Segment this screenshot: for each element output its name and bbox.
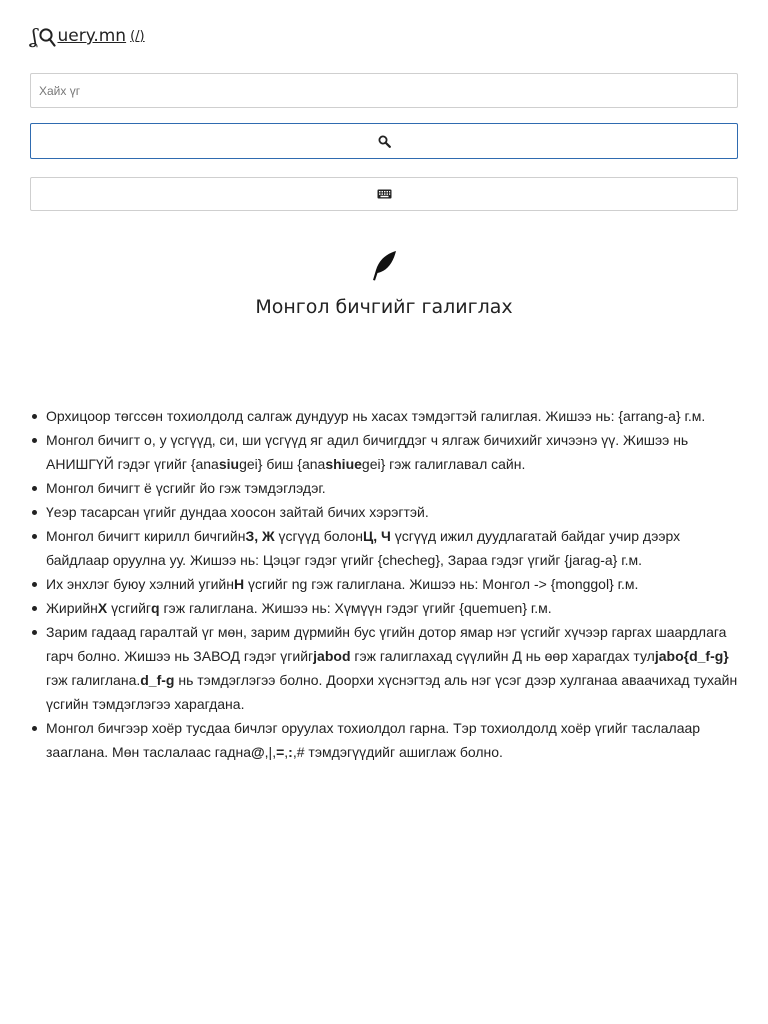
keyboard-icon xyxy=(377,189,392,199)
rule-text: Монгол бичигт ё үсгийг йо гэж тэмдэглэдэг. xyxy=(46,480,326,496)
list-item xyxy=(46,524,746,572)
rule-text: үсгүүд болон xyxy=(274,528,364,544)
site-name: uery.mn xyxy=(57,26,127,46)
list-item xyxy=(46,620,746,716)
magnifier-icon xyxy=(38,27,56,47)
rule-text: Орхицоор төгссөн тохиолдолд салгаж дундуур нь хасах тэмдэгтэй галиглая. Жишээ нь: {arrang-a} г.м. xyxy=(46,408,706,424)
rule-text: Зарим гадаад гаралтай үг мөн, зарим дүрмийн бус үгийн дотор ямар нэг үсгийг хүчээр гаргах шаардлага гарч болно. Жишээ нь ЗАВОД гэдэг үгийг xyxy=(46,624,727,664)
rule-text: Монгол бичгээр хоёр тусдаа бичлэг оруулах тохиолдол гарна. Тэр тохиолдолд хоёр үгийг таслалаар зааглана. Мөн таслалаас гадна xyxy=(46,720,701,760)
logo-glyph: ʆ xyxy=(31,24,38,48)
rule-text: Үеэр тасарсан үгийг дундаа хоосон зайтай бичих хэрэгтэй. xyxy=(46,504,429,520)
rule-text: үсгүүд ижил дуудлагатай байдаг учир дээрх байдлаар оруулна уу. Жишээ нь: Цэцэг гэдэг үгийг {checheg}, Зараа гэдэг үгийг {jarag-a} г.м. xyxy=(46,528,681,568)
rule-text: Монгол бичигт кирилл бичгийн xyxy=(46,528,246,544)
section-title: Монгол бичгийг галиглах xyxy=(255,296,513,318)
rule-bold: Х xyxy=(97,600,108,616)
list-item xyxy=(46,596,746,620)
rule-text: гэж галиглана. Жишээ нь: Хүмүүн гэдэг үгийг {quemuen} г.м. xyxy=(159,600,552,616)
rule-text: , xyxy=(284,744,289,760)
rule-bold: Ц, Ч xyxy=(363,528,391,544)
rule-bold: jabo{d_f-g} xyxy=(654,648,729,664)
keyboard-button[interactable] xyxy=(30,177,738,211)
rule-text: ,|, xyxy=(264,744,277,760)
rule-bold: Н xyxy=(233,576,245,592)
rule-bold: = xyxy=(276,744,285,760)
rule-bold: @ xyxy=(251,744,265,760)
list-item xyxy=(46,500,746,524)
list-item xyxy=(46,428,746,476)
rule-bold: q xyxy=(151,600,160,616)
rule-text: үсгийг xyxy=(107,600,151,616)
rule-text: Монгол бичигт о, у үсгүүд, си, ши үсгүүд яг адил бичигддэг ч ялгаж бичихийг хичээнэ үү. Жишээ нь АНИШГҮЙ гэдэг үгийг {ana xyxy=(46,432,689,472)
rule-bold: : xyxy=(288,744,293,760)
rule-bold: З, Ж xyxy=(245,528,275,544)
rule-text: гэж галиглахад сүүлийн Д нь өөр харагдах тул xyxy=(350,648,655,664)
rule-text: Их энхлэг буюу хэлний угийн xyxy=(46,576,234,592)
rule-text: gei} гэж галиглавал сайн. xyxy=(361,456,526,472)
search-icon xyxy=(378,135,391,148)
rule-text: нь тэмдэглэгээ болно. Доорхи хүснэгтэд аль нэг үсэг дээр хулганаа аваачихад тухайн үсгийн тэмдэглэгээ харагдана. xyxy=(46,672,738,712)
search-button[interactable] xyxy=(30,123,738,159)
rule-bold: jabod xyxy=(313,648,351,664)
rules-list xyxy=(46,404,746,764)
list-item xyxy=(46,716,746,764)
site-path: (/) xyxy=(130,29,145,44)
rule-bold: shiue xyxy=(325,456,362,472)
feather-icon xyxy=(369,250,399,282)
rule-bold: siu xyxy=(218,456,240,472)
rule-text: ,# тэмдэгүүдийг ашиглаж болно. xyxy=(292,744,503,760)
site-logo-link[interactable] xyxy=(31,25,145,47)
list-item xyxy=(46,572,746,596)
rule-bold: d_f-g xyxy=(140,672,175,688)
list-item xyxy=(46,404,746,428)
rule-text: үсгийг ng гэж галиглана. Жишээ нь: Монгол -> {monggol} г.м. xyxy=(244,576,639,592)
rule-text: Жирийн xyxy=(46,600,98,616)
search-input[interactable] xyxy=(30,73,738,108)
rule-text: гэж галиглана. xyxy=(46,672,141,688)
list-item xyxy=(46,476,746,500)
rule-text: gei} биш {ana xyxy=(239,456,326,472)
